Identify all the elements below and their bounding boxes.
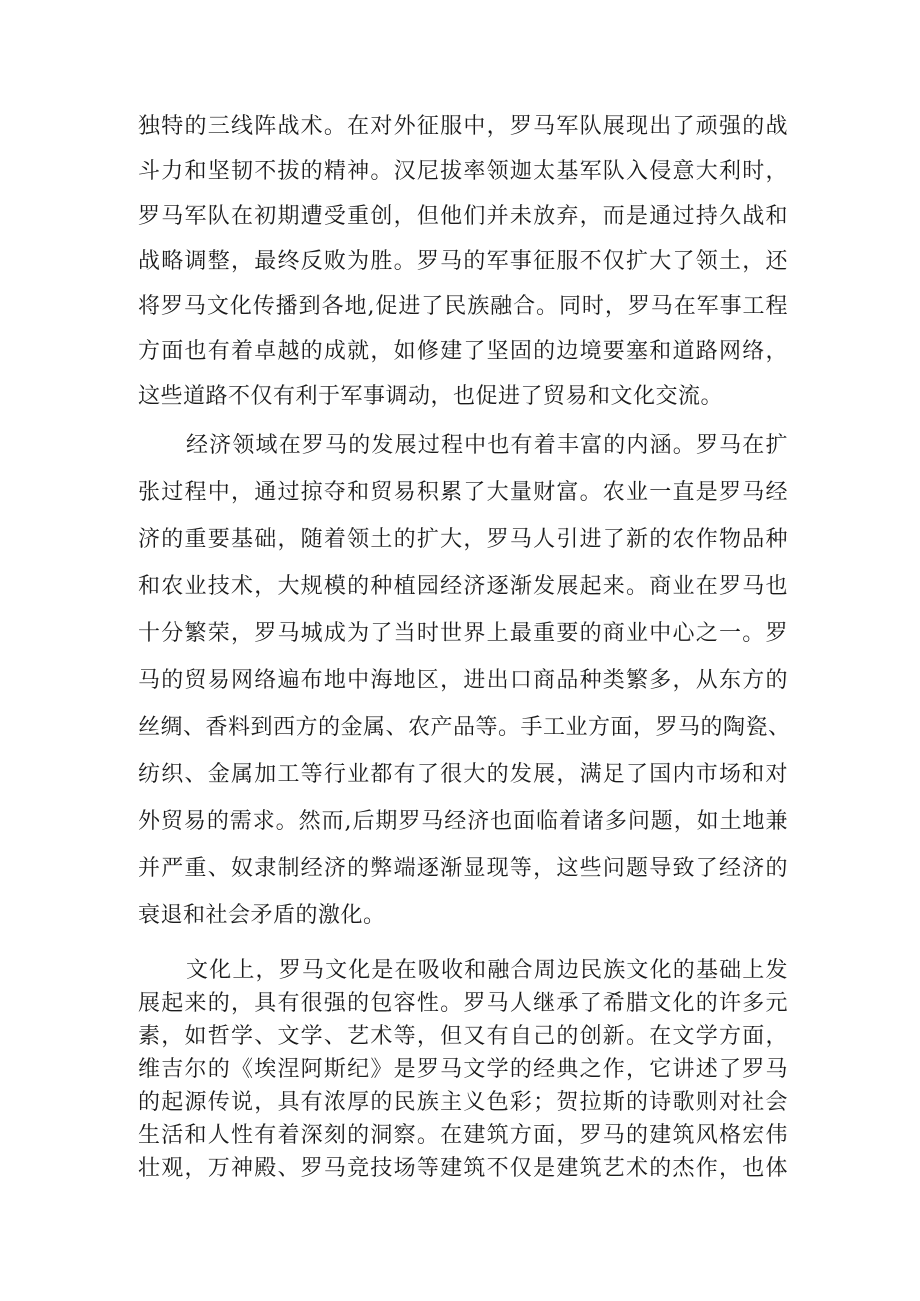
text-line: 战略调整，最终反败为胜。罗马的军事征服不仅扩大了领土，还 — [138, 249, 788, 274]
text-line: 文化上，罗马文化是在吸收和融合周边民族文化的基础上发 — [186, 958, 788, 983]
text-line: 将罗马文化传播到各地,促进了民族融合。同时，罗马在军事工程 — [138, 294, 788, 319]
text-line: 素，如哲学、文学、艺术等，但又有自己的创新。在文学方面， — [138, 1024, 788, 1049]
text-line: 纺织、金属加工等行业都有了很大的发展，满足了国内市场和对 — [138, 762, 788, 787]
text-line: 马的贸易网络遍布地中海地区，进出口商品种类繁多，从东方的 — [138, 668, 788, 693]
text-line: 生活和人性有着深刻的洞察。在建筑方面，罗马的建筑风格宏伟 — [138, 1123, 788, 1148]
text-line: 方面也有着卓越的成就，如修建了坚固的边境要塞和道路网络， — [138, 339, 788, 364]
text-line: 衰退和社会矛盾的激化。 — [138, 903, 386, 928]
text-line: 维吉尔的《埃涅阿斯纪》是罗马文学的经典之作，它讲述了罗马 — [138, 1057, 788, 1082]
text-line: 张过程中，通过掠夺和贸易积累了大量财富。农业一直是罗马经 — [138, 480, 788, 505]
text-line: 济的重要基础，随着领土的扩大，罗马人引进了新的农作物品种 — [138, 527, 788, 552]
text-line: 独特的三线阵战术。在对外征服中，罗马军队展现出了顽强的战 — [138, 114, 788, 139]
text-line: 丝绸、香料到西方的金属、农产品等。手工业方面，罗马的陶瓷、 — [138, 715, 791, 740]
text-line: 并严重、奴隶制经济的弊端逐渐显现等，这些问题导致了经济的 — [138, 856, 788, 881]
text-line: 斗力和坚韧不拔的精神。汉尼拔率领迦太基军队入侵意大利时， — [138, 159, 788, 184]
text-line: 十分繁荣，罗马城成为了当时世界上最重要的商业中心之一。罗 — [138, 621, 788, 646]
text-line: 和农业技术，大规模的种植园经济逐渐发展起来。商业在罗马也 — [138, 574, 788, 599]
text-line: 这些道路不仅有利于军事调动，也促进了贸易和文化交流。 — [138, 384, 724, 409]
text-line: 壮观，万神殿、罗马竞技场等建筑不仅是建筑艺术的杰作，也体 — [138, 1156, 788, 1181]
text-line: 罗马军队在初期遭受重创，但他们并未放弃，而是通过持久战和 — [138, 204, 788, 229]
text-line: 的起源传说，具有浓厚的民族主义色彩；贺拉斯的诗歌则对社会 — [138, 1090, 788, 1115]
text-line: 外贸易的需求。然而,后期罗马经济也面临着诸多问题，如土地兼 — [138, 809, 788, 834]
text-line: 经济领域在罗马的发展过程中也有着丰富的内涵。罗马在扩 — [186, 433, 788, 458]
text-line: 展起来的，具有很强的包容性。罗马人继承了希腊文化的许多元 — [138, 991, 788, 1016]
